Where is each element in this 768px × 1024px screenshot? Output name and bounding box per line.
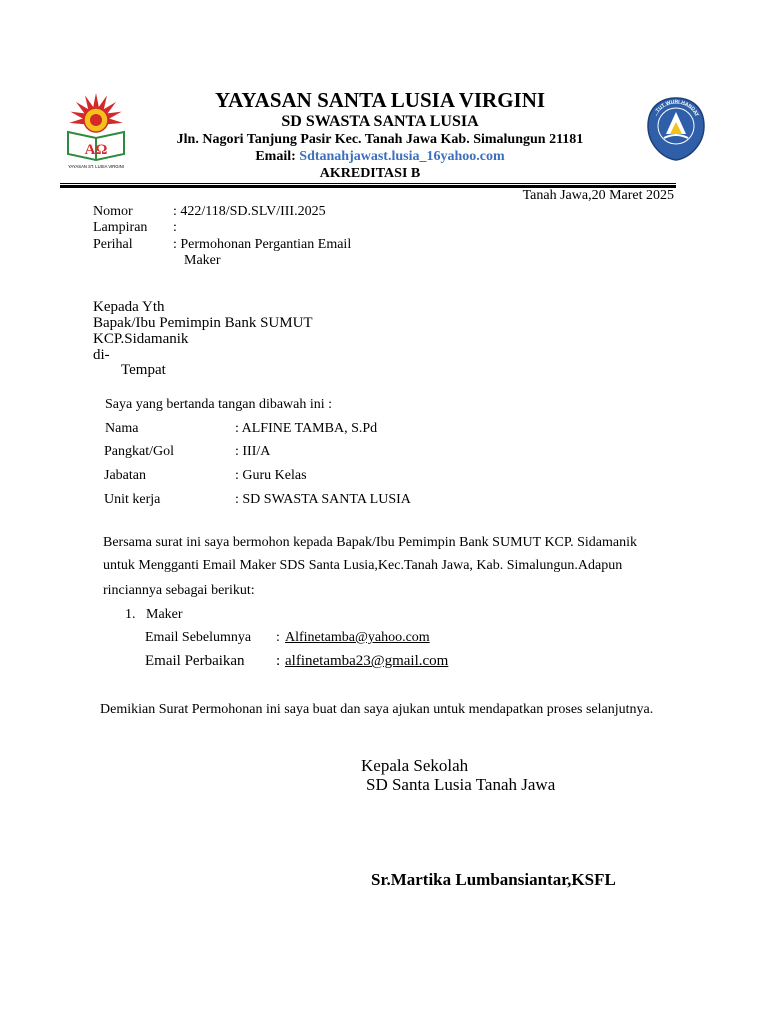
new-email-sep: : [276, 653, 281, 669]
tut-wuri-handayani-icon [644, 96, 708, 162]
body-line-1: Bersama surat ini saya bermohon kepada Bapak/Ibu Pemimpin Bank SUMUT KCP. Sidamanik [103, 535, 638, 550]
foundation-name: YAYASAN SANTA LUSIA VIRGINI [214, 88, 546, 112]
recipient-line-3: KCP.Sidamanik [93, 331, 189, 347]
old-email-link[interactable]: Alfinetamba@yahoo.com [285, 630, 430, 645]
unit-value: : SD SWASTA SANTA LUSIA [235, 492, 411, 507]
body-line-3: rinciannya sebagai berikut: [103, 583, 255, 598]
pangkat-value: : III/A [235, 444, 271, 459]
jabatan-value: : Guru Kelas [235, 468, 307, 483]
header-rule-thin [60, 183, 676, 184]
recipient-line-4: di- [93, 347, 110, 363]
perihal-value-cont: Maker [184, 253, 221, 268]
nama-value: : ALFINE TAMBA, S.Pd [235, 421, 378, 436]
tut-wuri-logo [644, 96, 708, 162]
unit-label: Unit kerja [104, 492, 161, 507]
jabatan-label: Jabatan [104, 468, 146, 483]
signatory-name: Sr.Martika Lumbansiantar,KSFL [371, 870, 616, 889]
recipient-line-5: Tempat [121, 362, 166, 378]
perihal-label: Perihal [93, 237, 133, 252]
place-date: Tanah Jawa,20 Maret 2025 [522, 188, 674, 203]
school-email-line [130, 149, 630, 165]
new-email-link[interactable]: alfinetamba23@gmail.com [285, 653, 449, 669]
pangkat-label: Pangkat/Gol [104, 444, 174, 459]
email-label: Email: [255, 149, 296, 164]
perihal-value: : Permohonan Pergantian Email [173, 237, 352, 252]
tut-wuri-caption: TUT WURI HANDAY [654, 99, 700, 118]
new-email-label: Email Perbaikan [145, 653, 245, 669]
intro-text: Saya yang bertanda tangan dibawah ini : [105, 397, 333, 412]
nomor-value: : 422/118/SD.SLV/III.2025 [173, 204, 326, 219]
lampiran-value: : [173, 220, 177, 235]
foundation-logo [58, 92, 134, 170]
logo-caption: YAYASAN ST. LUSIA VIRGINI [68, 164, 124, 169]
old-email-label: Email Sebelumnya [145, 630, 252, 645]
school-name: SD SWASTA SANTA LUSIA [281, 113, 479, 130]
recipient-line-2: Bapak/Ibu Pemimpin Bank SUMUT [93, 315, 313, 331]
body-line-2: untuk Mengganti Email Maker SDS Santa Lusia,Kec.Tanah Jawa, Kab. Simalungun.Adapun [103, 558, 623, 573]
closing-text: Demikian Surat Permohonan ini saya buat dan saya ajukan untuk mendapatkan proses selanjutnya. [100, 702, 654, 717]
school-email-link[interactable]: Sdtanahjawast.lusia_16yahoo.com [299, 149, 505, 164]
logo-glyphs: AΩ [84, 142, 108, 158]
foundation-logo-icon [58, 92, 134, 170]
nama-label: Nama [105, 421, 139, 436]
nomor-label: Nomor [93, 204, 133, 219]
signature-title-1: Kepala Sekolah [361, 756, 469, 775]
recipient-line-1: Kepada Yth [93, 299, 165, 315]
old-email-sep: : [276, 630, 280, 645]
school-address: Jln. Nagori Tanjung Pasir Kec. Tanah Jawa Kab. Simalungun 21181 [176, 132, 584, 147]
list-title: Maker [146, 607, 183, 622]
lampiran-label: Lampiran [93, 220, 148, 235]
accreditation: AKREDITASI B [319, 166, 421, 181]
list-number: 1. [125, 607, 136, 622]
signature-title-2: SD Santa Lusia Tanah Jawa [366, 775, 556, 794]
